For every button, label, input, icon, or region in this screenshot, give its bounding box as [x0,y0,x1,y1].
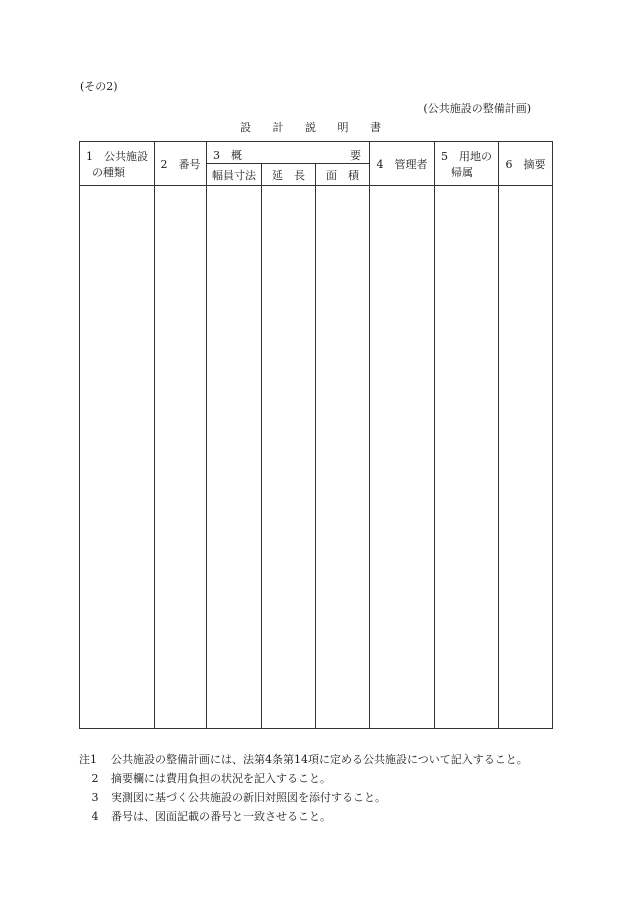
cell-manager[interactable] [370,186,435,729]
note-text: 公共施設の整備計画には、法第4条第14項に定める公共施設について記入すること。 [111,753,528,766]
cell-land-ownership[interactable] [435,186,499,729]
note-item [79,769,579,788]
notes-section [79,750,579,826]
note-item [79,807,579,826]
header-summary [207,142,370,164]
header-summary-left: 3 概 [213,149,242,162]
header-number: 2 番号 [155,142,207,186]
cell-length[interactable] [262,186,316,729]
note-number: 2 [91,772,99,785]
header-land-ownership-line1: 5 用地の [441,150,492,163]
cell-remarks[interactable] [499,186,553,729]
design-explanation-table [79,141,553,729]
header-summary-right: 要 [350,149,361,162]
cell-width-dimension[interactable] [207,186,262,729]
note-text: 番号は、図面記載の番号と一致させること。 [111,810,331,823]
cell-number[interactable] [155,186,207,729]
header-land-ownership [435,142,499,186]
header-width-dimension: 幅員寸法 [207,164,262,186]
note-text: 摘要欄には費用負担の状況を記入すること。 [111,772,331,785]
header-facility-type [80,142,155,186]
note-item [79,750,579,769]
cell-facility-type[interactable] [80,186,155,729]
header-area: 面 積 [316,164,370,186]
header-length: 延 長 [262,164,316,186]
header-land-ownership-line2: 帰属 [451,166,473,179]
header-manager: 4 管理者 [370,142,435,186]
note-number: 3 [91,791,99,804]
header-remarks: 6 摘要 [499,142,553,186]
note-text: 実測図に基づく公共施設の新旧対照図を添付すること。 [111,791,386,804]
form-subtitle: (公共施設の整備計画) [423,102,531,115]
note-number: 4 [91,810,99,823]
note-number: 注1 [79,753,97,766]
page-label: (その2) [80,80,118,93]
header-facility-type-line1: 1 公共施設 [86,150,148,163]
cell-area[interactable] [316,186,370,729]
header-facility-type-line2: の種類 [92,166,125,179]
form-title: 設 計 説 明 書 [240,121,390,134]
note-item [79,788,579,807]
